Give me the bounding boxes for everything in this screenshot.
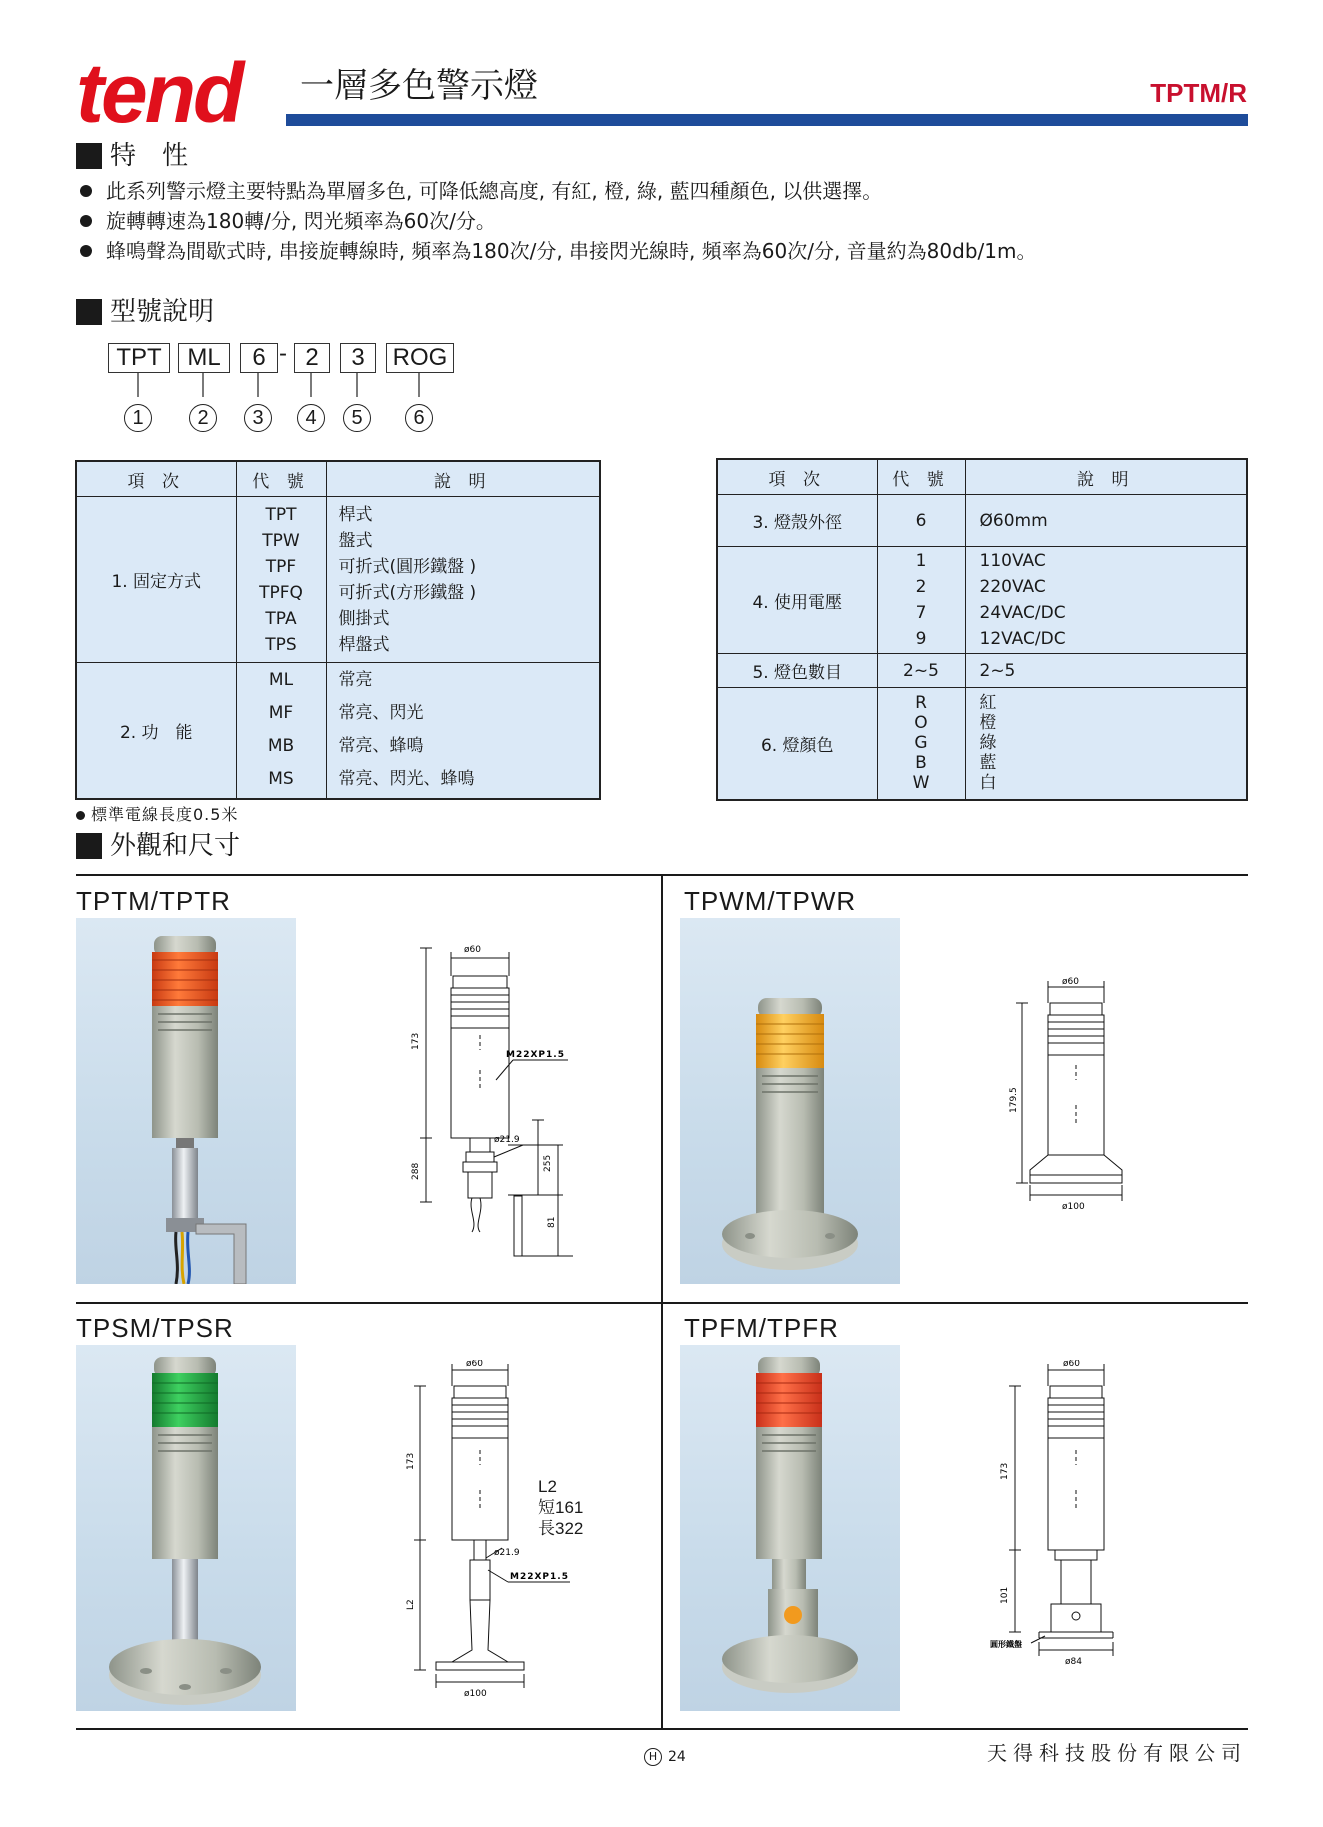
table-cell-codes: 1 2 7 9 [877,547,965,654]
code-box: TPT [108,343,170,373]
page-number: H 24 [644,1748,686,1766]
dim-label-h3: 255 [543,1154,553,1172]
model-heading: 型號說明 [76,296,214,328]
dim-label-dia: ø60 [1063,1360,1080,1369]
dim-label-dia: ø60 [1062,977,1079,987]
bullet-icon [76,811,85,820]
code-box: ROG [386,343,454,373]
square-bullet-icon [76,299,102,325]
model-label: TPSM/TPSR [76,1313,234,1343]
company-name: 天得科技股份有限公司 [987,1741,1247,1765]
dim-label-dia2: ø21.9 [494,1548,520,1558]
title-bar [286,114,1248,126]
bullet-icon [80,185,92,197]
dim-label-base: ø84 [1065,1657,1082,1667]
spec-table-right [716,458,1248,801]
number-circle: 2 [189,404,217,432]
table-cell-item: 3. 燈殼外徑 [717,495,877,547]
number-circle: 3 [244,404,272,432]
number-circle: 1 [124,404,152,432]
dim-label-thread: M22XP1.5 [506,1050,565,1060]
bullet-icon [80,245,92,257]
appearance-heading: 外觀和尺寸 [76,830,240,862]
list-item: 此系列警示燈主要特點為單層多色, 可降低總高度, 有紅, 橙, 綠, 藍四種顏色, 以供選擇。 [80,176,1036,206]
features-heading: 特 性 [76,140,188,172]
tower-light-image [76,1345,296,1711]
table-cell-item: 6. 燈顏色 [717,688,877,800]
list-item: 蜂鳴聲為間歇式時, 串接旋轉線時, 頻率為180次/分, 串接閃光線時, 頻率為60次/分, 音量約為80db/1m。 [80,236,1036,266]
l2-notes: L2 短161 長322 [538,1477,584,1538]
dimension-drawing-tpfm [985,1360,1165,1670]
model-label: TPWM/TPWR [684,886,857,916]
page-mark-icon: H [644,1748,662,1766]
dim-label-dia2: ø21.9 [494,1135,520,1145]
dimension-drawing-tpwm [1000,975,1170,1215]
table-cell-descs: 紅 橙 綠 藍 白 [965,688,1247,800]
brand-logo: tend [76,46,242,140]
table-header: 項 次 [76,461,236,497]
dim-label-h4: 81 [547,1216,557,1228]
number-circle: 4 [297,404,325,432]
table-cell-descs: 桿式 盤式 可折式(圓形鐵盤 ) 可折式(方形鐵盤 ) 側掛式 桿盤式 [326,497,600,663]
tower-light-image [680,1345,900,1711]
table-cell-codes: ML MF MB MS [236,663,326,799]
cable-note: 標準電線長度0.5米 [76,805,238,825]
dim-label-h1: 173 [1000,1462,1010,1480]
dim-label-l2: L2 [406,1599,416,1610]
dim-label-h2: 101 [1000,1586,1010,1604]
spec-table-left [75,460,601,800]
tower-light-image [76,918,296,1284]
table-header: 代 號 [236,461,326,497]
dim-label-base: ø100 [1062,1202,1085,1212]
dim-label-plate: 圓形鐵盤 [990,1640,1022,1649]
code-box: 3 [340,343,376,373]
table-header: 項 次 [717,459,877,495]
code-connector-lines [100,373,460,403]
code-dash: - [279,340,287,367]
table-cell-descs: 常亮 常亮、閃光 常亮、蜂鳴 常亮、閃光、蜂鳴 [326,663,600,799]
table-cell-item: 1. 固定方式 [76,497,236,663]
dim-label-dia: ø60 [464,945,481,955]
model-label: TPFM/TPFR [684,1313,839,1343]
table-cell-codes: 2~5 [877,654,965,688]
dim-label-dia: ø60 [466,1360,483,1369]
list-item: 旋轉轉速為180轉/分, 閃光頻率為60次/分。 [80,206,1036,236]
dim-label-h1: 173 [406,1452,416,1470]
grid-line-vertical [661,874,663,1730]
table-header: 代 號 [877,459,965,495]
dimension-drawing-tptm [408,940,588,1270]
page-title: 一層多色警示燈 [300,66,538,106]
number-circle: 6 [405,404,433,432]
table-cell-descs: 2~5 [965,654,1247,688]
code-box: ML [178,343,230,373]
product-photo-tpfm [680,1345,900,1711]
model-code: TPTM/R [1150,78,1247,108]
table-cell-descs: 110VAC 220VAC 24VAC/DC 12VAC/DC [965,547,1247,654]
table-cell-descs: Ø60mm [965,495,1247,547]
number-circle: 5 [343,404,371,432]
product-photo-tpwm [680,918,900,1284]
table-cell-codes: TPT TPW TPF TPFQ TPA TPS [236,497,326,663]
product-photo-tpsm [76,1345,296,1711]
model-label: TPTM/TPTR [76,886,231,916]
dim-label-h1: 173 [411,1032,421,1050]
dim-label-h2: 288 [411,1162,421,1180]
table-cell-item: 2. 功 能 [76,663,236,799]
code-box: 6 [240,343,278,373]
table-header: 說 明 [965,459,1247,495]
table-cell-codes: 6 [877,495,965,547]
tower-light-image [680,918,900,1284]
table-cell-codes: R O G B W [877,688,965,800]
bullet-icon [80,215,92,227]
table-cell-item: 5. 燈色數目 [717,654,877,688]
square-bullet-icon [76,833,102,859]
product-photo-tptm [76,918,296,1284]
dim-label-h1: 179.5 [1009,1087,1019,1113]
square-bullet-icon [76,143,102,169]
code-box: 2 [294,343,330,373]
table-header: 說 明 [326,461,600,497]
dim-label-base: ø100 [464,1689,487,1699]
table-cell-item: 4. 使用電壓 [717,547,877,654]
features-list [80,176,1036,266]
dim-label-thread: M22XP1.5 [510,1572,569,1582]
